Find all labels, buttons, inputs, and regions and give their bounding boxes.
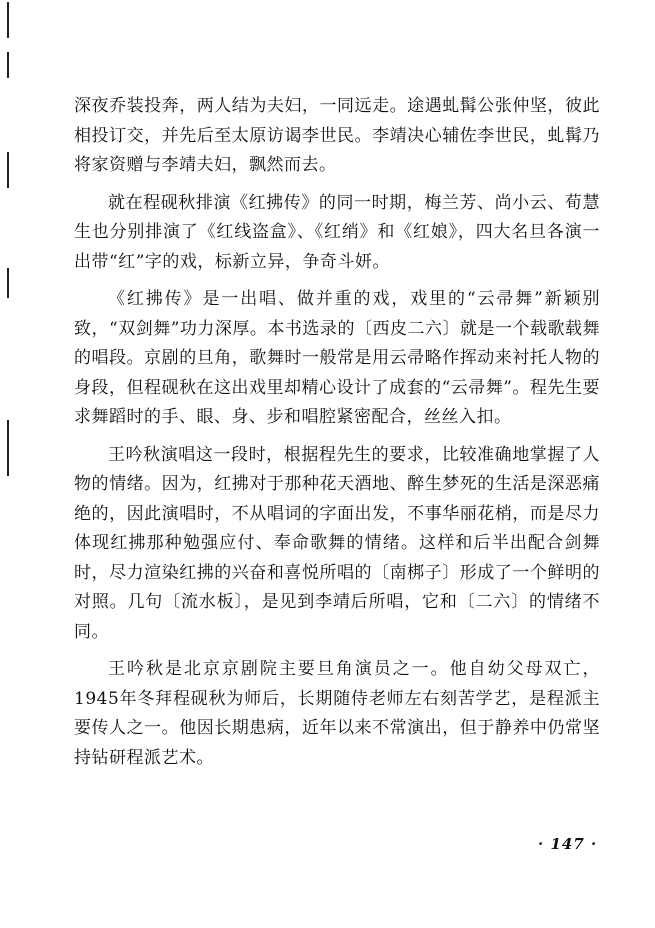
page-number: · 147 · bbox=[538, 835, 598, 853]
scan-edge-mark bbox=[7, 2, 9, 38]
paragraph: 《红拂传》是一出唱、做并重的戏，戏里的“云帚舞”新颖别致，“双剑舞”功力深厚。本书选录的〔西皮二六〕就是一个载歌载舞的唱段。京剧的旦角，歌舞时一般常是用云帚略作挥动来衬托人物的身段，但程砚秋在这出戏里却精心设计了成套的“云帚舞”。程先生要求舞蹈时的手、眼、身、步和唱腔紧密配合，丝丝入扣。 bbox=[74, 289, 600, 427]
paragraph: 王吟秋是北京京剧院主要旦角演员之一。他自幼父母双亡，1945年冬拜程砚秋为师后，长期随侍老师左右刻苦学艺，是程派主要传人之一。他因长期患病，近年以来不常演出，但于静养中仍常坚持钻研程派艺术。 bbox=[74, 659, 600, 768]
paragraph: 就在程砚秋排演《红拂传》的同一时期，梅兰芳、尚小云、荀慧生也分别排演了《红线盗盒》、《红绡》和《红娘》，四大名旦各演一出带“红”字的戏，标新立异，争奇斗妍。 bbox=[74, 192, 600, 272]
paragraph-continuation: 深夜乔装投奔，两人结为夫妇，一同远走。途遇虬髯公张仲坚，彼此相投订交，并先后至太原访谒李世民。李靖决心辅佐李世民，虬髯乃将家资赠与李靖夫妇，飘然而去。 bbox=[74, 96, 600, 175]
scan-edge-mark bbox=[7, 268, 9, 298]
scan-edge-mark bbox=[7, 52, 9, 78]
scan-edge-mark bbox=[7, 420, 9, 476]
paragraph: 王吟秋演唱这一段时，根据程先生的要求，比较准确地掌握了人物的情绪。因为，红拂对于那种花天酒地、醉生梦死的生活是深恶痛绝的，因此演唱时，不从唱词的字面出发，不事华丽花梢，而是尽力体现红拂那种勉强应付、奉命歌舞的情绪。这样和后半出配合剑舞时，尽力渲染红拂的兴奋和喜悦所唱的〔南梆子〕形成了一个鲜明的对照。几句〔流水板〕，是见到李靖后所唱，它和〔二六〕的情绪不同。 bbox=[74, 444, 600, 642]
scan-edge-mark bbox=[7, 152, 9, 188]
page-body bbox=[74, 92, 600, 781]
